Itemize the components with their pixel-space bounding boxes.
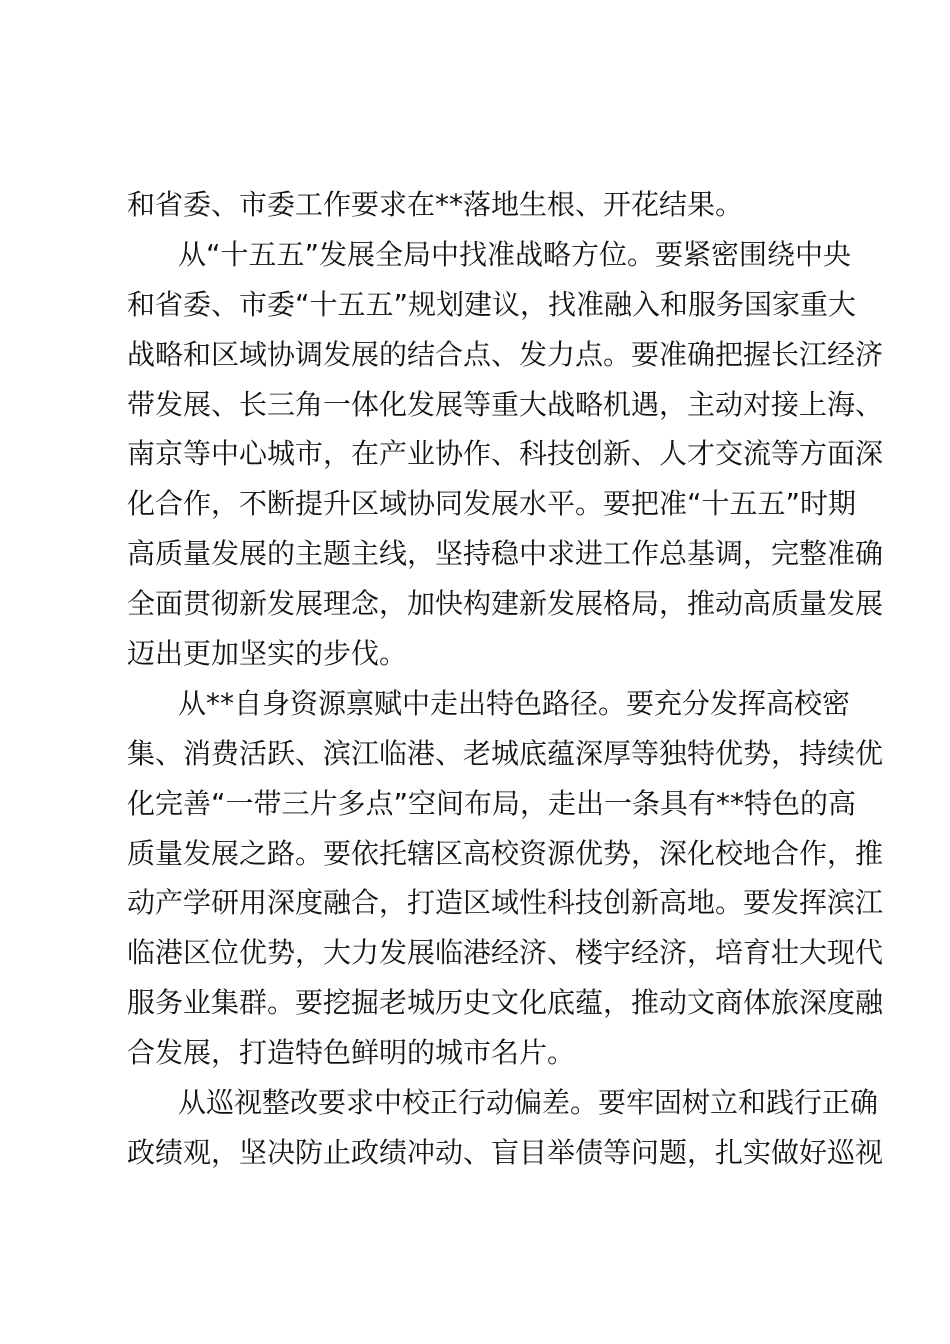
text-line: 政绩观，坚决防止政绩冲动、盲目举债等问题，扎实做好巡视 bbox=[127, 1135, 884, 1169]
text-line: 从“十五五”发展全局中找准战略方位。要紧密围绕中央 bbox=[178, 237, 852, 271]
text-line: 动产学研用深度融合，打造区域性科技创新高地。要发挥滨江 bbox=[127, 886, 884, 920]
text-line: 带发展、长三角一体化发展等重大战略机遇，主动对接上海、 bbox=[127, 387, 884, 421]
text-line: 质量发展之路。要依托辖区高校资源优势，深化校地合作，推 bbox=[127, 836, 884, 870]
text-line: 集、消费活跃、滨江临港、老城底蕴深厚等独特优势，持续优 bbox=[127, 736, 884, 770]
text-line: 临港区位优势，大力发展临港经济、楼宇经济，培育壮大现代 bbox=[127, 936, 884, 970]
text-line: 从巡视整改要求中校正行动偏差。要牢固树立和践行正确 bbox=[178, 1086, 879, 1120]
text-line: 合发展，打造特色鲜明的城市名片。 bbox=[127, 1036, 576, 1070]
text-line: 全面贯彻新发展理念，加快构建新发展格局，推动高质量发展 bbox=[127, 587, 884, 621]
text-line: 战略和区域协调发展的结合点、发力点。要准确把握长江经济 bbox=[127, 337, 884, 371]
text-line: 高质量发展的主题主线，坚持稳中求进工作总基调，完整准确 bbox=[127, 537, 884, 571]
text-line: 南京等中心城市，在产业协作、科技创新、人才交流等方面深 bbox=[127, 437, 884, 471]
text-line: 和省委、市委“十五五”规划建议，找准融入和服务国家重大 bbox=[127, 287, 857, 321]
text-line: 和省委、市委工作要求在**落地生根、开花结果。 bbox=[127, 188, 744, 221]
document-body bbox=[127, 180, 884, 1178]
text-line: 服务业集群。要挖掘老城历史文化底蕴，推动文商体旅深度融 bbox=[127, 986, 884, 1020]
text-line: 从**自身资源禀赋中走出特色路径。要充分发挥高校密 bbox=[178, 686, 851, 720]
text-line: 化合作，不断提升区域协同发展水平。要把准“十五五”时期 bbox=[127, 487, 857, 521]
text-line: 化完善“一带三片多点”空间布局，走出一条具有**特色的高 bbox=[127, 786, 857, 820]
text-line: 迈出更加坚实的步伐。 bbox=[127, 637, 408, 671]
